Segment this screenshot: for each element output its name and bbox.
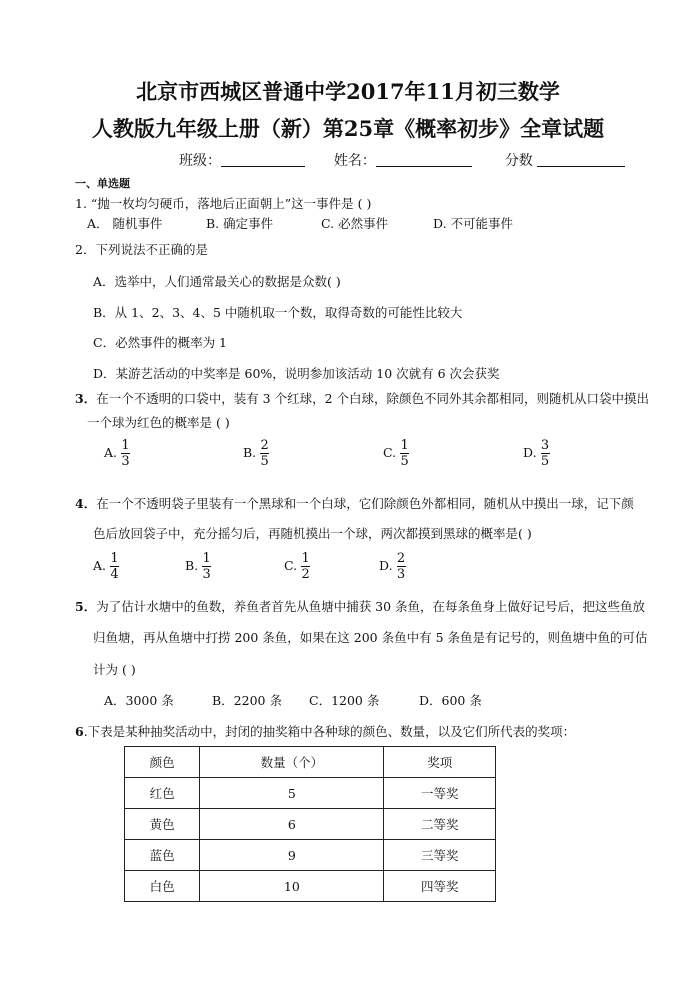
table-cell: 蓝色 (125, 840, 200, 871)
q3-a-label: A. (104, 445, 118, 460)
q3-c-fraction: $\frac{1}{5}$ (400, 438, 409, 469)
question-5 (75, 597, 645, 615)
table-cell: 9 (200, 840, 384, 871)
table-cell: 四等奖 (384, 871, 496, 902)
class-label: 班级： (179, 153, 221, 169)
table-cell: 二等奖 (384, 809, 496, 840)
q5-option-b: B．2200 条 (212, 693, 282, 708)
table-cell: 白色 (125, 871, 200, 902)
q1-option-c: C. 必然事件 (321, 216, 389, 231)
prize-table (124, 746, 496, 902)
table-header-cell: 奖项 (384, 747, 496, 778)
q2-option-d: D．某游艺活动的中奖率是 60%，说明参加该活动 10 次就有 6 次会获奖 (93, 366, 500, 381)
score-label: 分数 (504, 153, 533, 169)
q5-option-d: D．600 条 (419, 693, 482, 708)
q5-number: 5． (75, 599, 97, 614)
q4-text-line2: 色后放回袋子中，充分摇匀后，再随机摸出一个球，两次都摸到黑球的概率是( ) (93, 526, 532, 541)
q6-number: 6 (75, 724, 84, 739)
table-cell: 一等奖 (384, 778, 496, 809)
table-row (125, 778, 496, 809)
q2-option-c: C．必然事件的概率为 1 (93, 335, 227, 350)
question-3 (75, 389, 649, 407)
q1-option-b: B. 确定事件 (206, 216, 274, 231)
table-cell: 红色 (125, 778, 200, 809)
q4-option-b (185, 551, 211, 582)
q4-option-d (379, 551, 406, 582)
q2-option-b: B．从 1、2、3、4、5 中随机取一个数，取得奇数的可能性比较大 (93, 305, 463, 320)
section-heading: 一、单选题 (75, 177, 130, 190)
q3-text-line1: 在一个不透明的口袋中，装有 3 个红球，2 个白球，除颜色不同外其余都相同，则随机从口袋中摸出 (96, 391, 650, 406)
q4-a-fraction: $\frac{1}{4}$ (110, 551, 119, 582)
q3-number: 3． (75, 391, 97, 406)
table-row (125, 871, 496, 902)
q3-c-label: C. (383, 445, 397, 460)
q6-text: .下表是某种抽奖活动中，封闭的抽奖箱中各种球的颜色、数量，以及它们所代表的奖项： (83, 724, 576, 739)
q3-option-c (383, 438, 409, 469)
q4-d-fraction: $\frac{2}{3}$ (396, 551, 406, 582)
name-label: 姓名： (333, 153, 376, 169)
q3-b-label: B. (243, 445, 257, 460)
table-cell: 5 (200, 778, 384, 809)
table-header-cell: 颜色 (125, 747, 200, 778)
q4-b-fraction: $\frac{1}{3}$ (202, 551, 211, 582)
q4-option-c (284, 551, 310, 582)
q5-option-a: A．3000 条 (104, 693, 174, 708)
table-row (125, 840, 496, 871)
table-header-cell: 数量（个） (200, 747, 384, 778)
table-cell: 三等奖 (384, 840, 496, 871)
class-blank (221, 152, 305, 167)
question-1: 1. “抛一枚均匀硬币，落地后正面朝上”这一事件是 ( ) (75, 196, 372, 211)
table-cell: 6 (200, 809, 384, 840)
table-cell: 10 (200, 871, 384, 902)
score-blank (537, 152, 625, 167)
q4-number: 4． (75, 496, 97, 511)
table-cell: 黄色 (125, 809, 200, 840)
q3-text-line2: 一个球为红色的概率是 ( ) (87, 415, 230, 430)
question-4 (75, 494, 634, 512)
q5-option-c: C．1200 条 (309, 693, 380, 708)
q2-option-a: A．选举中，人们通常最关心的数据是众数( ) (93, 274, 341, 289)
q3-d-label: D. (523, 445, 537, 460)
student-info-line (179, 150, 625, 170)
q4-c-fraction: $\frac{1}{2}$ (301, 551, 310, 582)
q4-a-label: A. (93, 558, 107, 573)
q4-b-label: B. (185, 558, 199, 573)
q3-b-fraction: $\frac{2}{5}$ (260, 438, 269, 469)
name-blank (376, 152, 472, 167)
table-header-row (125, 747, 496, 778)
q3-option-b (243, 438, 269, 469)
page-title: 北京市西城区普通中学2017年11月初三数学 (136, 79, 560, 104)
q3-option-d (523, 438, 550, 469)
table-row (125, 809, 496, 840)
q4-option-a (93, 551, 119, 582)
q4-text-line1: 在一个不透明袋子里装有一个黑球和一个白球，它们除颜色外都相同，随机从中摸出一球，记下颜 (96, 496, 634, 511)
question-6 (75, 722, 575, 740)
q1-option-d: D. 不可能事件 (433, 216, 514, 231)
q3-a-fraction: $\frac{1}{3}$ (121, 438, 130, 469)
q4-d-label: D. (379, 558, 393, 573)
q5-text-line2: 归鱼塘，再从鱼塘中打捞 200 条鱼，如果在这 200 条鱼中有 5 条鱼是有记号的，则鱼塘中鱼的可估 (93, 630, 648, 645)
q5-text-line3: 计为 ( ) (93, 662, 136, 677)
q3-option-a (104, 438, 130, 469)
page-subtitle: 人教版九年级上册（新）第25章《概率初步》全章试题 (91, 116, 605, 141)
question-2: 2．下列说法不正确的是 (75, 242, 208, 257)
q4-c-label: C. (284, 558, 298, 573)
q5-text-line1: 为了估计水塘中的鱼数，养鱼者首先从鱼塘中捕获 30 条鱼，在每条鱼身上做好记号后，把这些鱼放 (96, 599, 646, 614)
q1-option-a: A． 随机事件 (87, 216, 163, 231)
q3-d-fraction: $\frac{3}{5}$ (540, 438, 550, 469)
